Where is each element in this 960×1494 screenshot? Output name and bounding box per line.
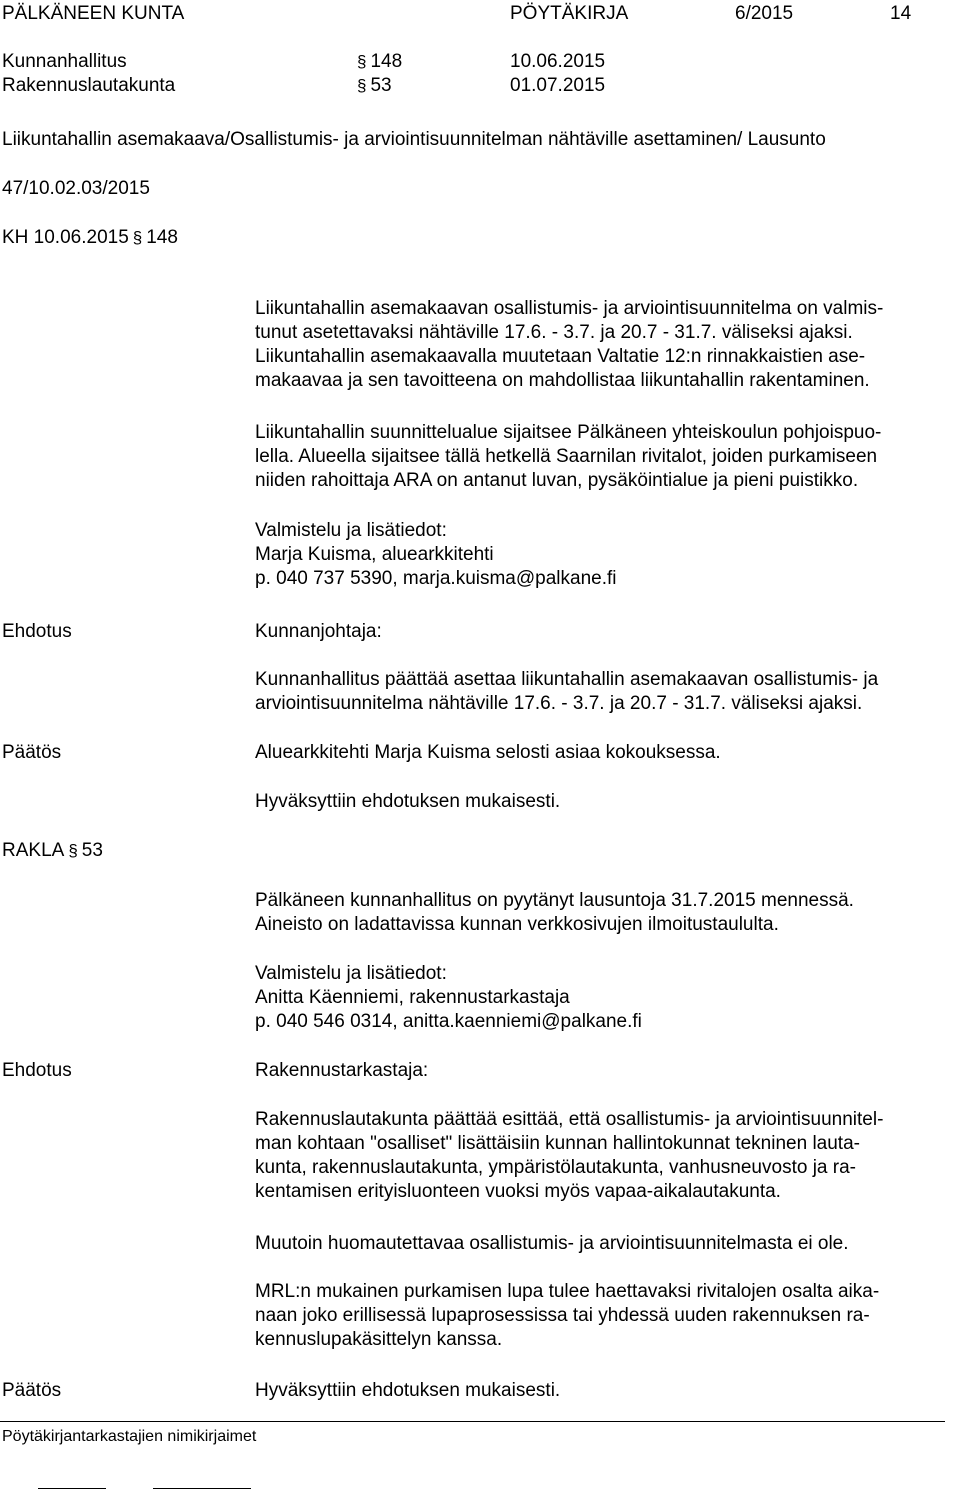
rakla-remark: Muutoin huomautettavaa osallistumis- ja arviointisuunnitelmasta ei ole. (255, 1233, 849, 1254)
kh-reference: KH 10.06.2015 § 148 (2, 227, 178, 248)
rakla-reference: RAKLA § 53 (2, 840, 103, 861)
meeting-section: § 53 (357, 75, 392, 96)
kh-location: Liikuntahallin suunnittelualue sijaitsee Pälkäneen yhteiskoulun pohjoispuo- lella. Alueella sijaitsee tällä hetkellä Saarnilan rivitalot, joiden purkamiseen niiden rahoittaja ARA on antanut luvan, pysäköintialue ja pieni puistikko. (255, 422, 882, 491)
initials-line (38, 1488, 106, 1489)
kh-proposal: Kunnanhallitus päättää asettaa liikuntahallin asemakaavan osallistumis- ja arviointisuunnitelma nähtäville 17.6. - 3.7. ja 20.7 - 31.7. väliseksi ajaksi. (255, 669, 879, 714)
rakla-proposal: Rakennuslautakunta päättää esittää, että osallistumis- ja arviointisuunnitel- man kohtaan "osalliset" lisättäisiin kunnan hallintokunnat tekninen lauta- kunta, rakennuslautakunta, ympäristölautakunta, vanhusneuvosto ja ra- kentamisen erityisluonteen vuoksi myös vapaa-aikalautakunta. (255, 1109, 884, 1202)
proposer: Kunnanjohtaja: (255, 621, 382, 642)
meeting-date: 01.07.2015 (510, 75, 606, 96)
kh-contact: Valmistelu ja lisätiedot: Marja Kuisma, aluearkkitehti p. 040 737 5390, marja.kuisma@palkane.fi (255, 520, 617, 589)
page-number: 14 (890, 3, 912, 24)
file-reference: 47/10.02.03/2015 (2, 178, 150, 199)
kh-description: Liikuntahallin asemakaavan osallistumis- ja arviointisuunnitelma on valmis- tunut asetettavaksi nähtäville 17.6. - 3.7. ja 20.7 - 31.7. väliseksi ajaksi. Liikuntahallin asemakaavalla muutetaan Valtatie 12:n rinnakkaistien ase- makaavaa ja sen tavoitteena on mahdollistaa liikuntahallin rakentaminen. (255, 298, 884, 391)
initials-line (153, 1488, 251, 1489)
decision-label: Päätös (2, 742, 62, 763)
section-sign-icon: § (357, 76, 367, 95)
signatures-label: Pöytäkirjantarkastajien nimikirjaimet (2, 1428, 257, 1445)
rakla-mrl-note: MRL:n mukainen purkamisen lupa tulee haettavaksi rivitalojen osalta aika- naan joko erillisessä lupaprosessissa tai yhdessä uuden rakennuksen ra- kennuslupakäsittelyn kanssa. (255, 1281, 880, 1350)
proposal-label: Ehdotus (2, 621, 72, 642)
meeting-date: 10.06.2015 (510, 51, 606, 72)
section-sign-icon: § (68, 841, 78, 860)
meeting-body: Rakennuslautakunta (2, 75, 176, 96)
document-number: 6/2015 (735, 3, 794, 24)
proposal-label: Ehdotus (2, 1060, 72, 1081)
kh-decision: Hyväksyttiin ehdotuksen mukaisesti. (255, 791, 561, 812)
meeting-section: § 148 (357, 51, 403, 72)
section-sign-icon: § (357, 52, 367, 71)
rakla-intro: Pälkäneen kunnanhallitus on pyytänyt lausuntoja 31.7.2015 mennessä. Aineisto on ladattavissa kunnan verkkosivujen ilmoitustaululta. (255, 890, 854, 935)
section-sign-icon: § (132, 228, 143, 247)
proposer: Rakennustarkastaja: (255, 1060, 429, 1081)
decision-label: Päätös (2, 1380, 62, 1401)
rakla-decision: Hyväksyttiin ehdotuksen mukaisesti. (255, 1380, 561, 1401)
footer-divider (0, 1421, 945, 1422)
rakla-contact: Valmistelu ja lisätiedot: Anitta Käenniemi, rakennustarkastaja p. 040 546 0314, anitta.kaenniemi@palkane.fi (255, 963, 642, 1032)
item-title: Liikuntahallin asemakaava/Osallistumis- ja arviointisuunnitelman nähtäville asettaminen/ Lausunto (2, 129, 826, 150)
meeting-body: Kunnanhallitus (2, 51, 127, 72)
municipality-name: PÄLKÄNEEN KUNTA (2, 3, 185, 24)
document-type: PÖYTÄKIRJA (510, 3, 629, 24)
kh-decision-note: Aluearkkitehti Marja Kuisma selosti asiaa kokouksessa. (255, 742, 721, 763)
